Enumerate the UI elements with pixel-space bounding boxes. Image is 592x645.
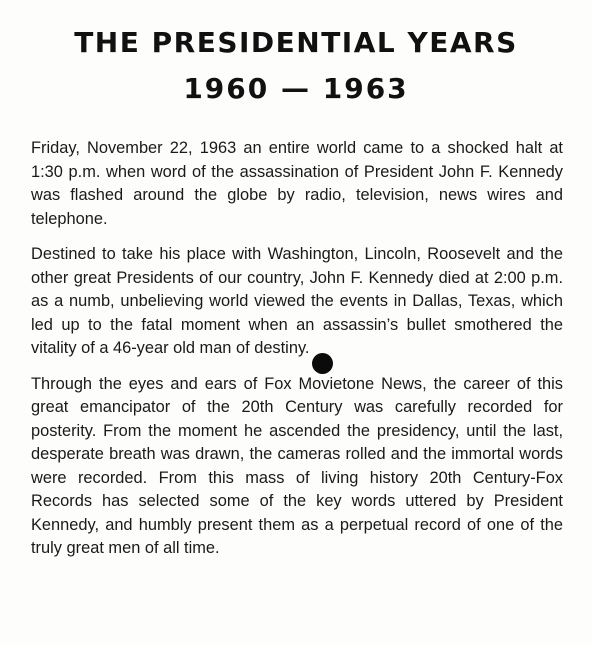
paragraph-1: Friday, November 22, 1963 an entire world came to a shocked halt at 1:30 p.m. when word of the assassination of President John F. Kennedy was flashed around the globe by radio, television, news wires and telephone. [31,139,563,228]
page-subtitle-years: 1960 — 1963 [183,72,409,105]
paragraph-2: Destined to take his place with Washington, Lincoln, Roosevelt and the other great Presidents of our country, John F. Kennedy died at 2:00 p.m. as a numb, unbelieving world viewed the events in Dallas, Texas, which led up to the fatal moment when an assassin’s bullet smothered the vitality of a 46-year old man of destiny. [31,245,563,357]
body-text [31,137,563,561]
page-title: THE PRESIDENTIAL YEARS [74,26,518,59]
title-block [0,26,592,106]
ink-blot-mark [312,353,333,374]
paragraph-3: Through the eyes and ears of Fox Movietone News, the career of this great emancipator of the 20th Century was carefully recorded for posterity. From the moment he ascended the presidency, until the last, desperate breath was drawn, the cameras rolled and the immortal words were recorded. From this mass of living history 20th Century-Fox Records has selected some of the key words uttered by President Kennedy, and humbly present them as a perpetual record of one of the truly great men of all time. [31,374,563,557]
